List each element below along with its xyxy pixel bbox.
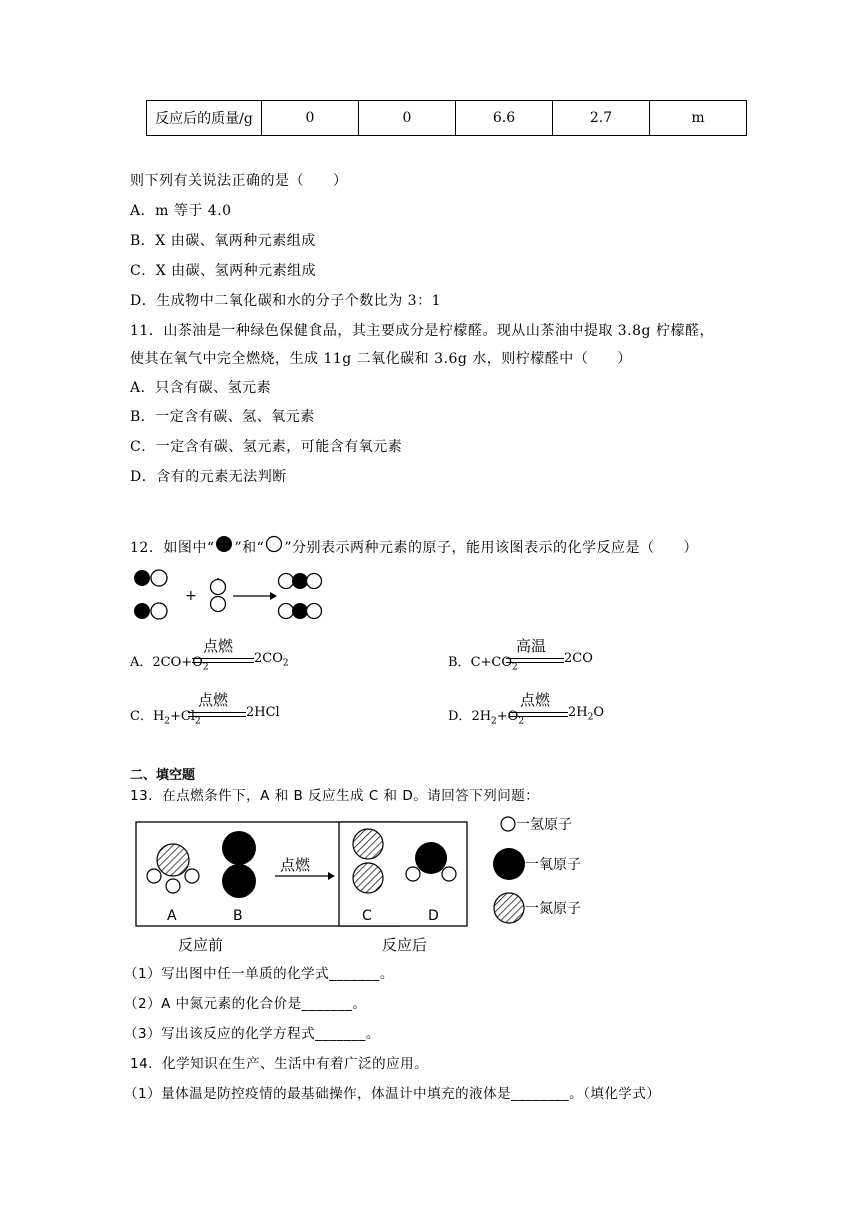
molecule-reaction-diagram (130, 564, 330, 628)
white-white-molecule (211, 578, 226, 612)
svg-text:一氢原子: 一氢原子 (516, 817, 572, 833)
svg-text:一氮原子: 一氮原子 (525, 901, 581, 917)
label-c: C (362, 908, 372, 924)
option-c: C．X 由碳、氢两种元素组成 (130, 263, 317, 279)
question-stem: 14．化学知识在生产、生活中有着广泛的应用。 (130, 1056, 429, 1072)
reaction-condition: 点燃 (203, 637, 234, 655)
arrow-condition: 点燃 (280, 856, 311, 874)
legend-nitrogen (494, 893, 581, 923)
label-d: D (428, 908, 439, 924)
reaction-condition: 点燃 (198, 691, 229, 709)
legend-hydrogen (501, 817, 572, 833)
subscript: 2 (491, 716, 497, 727)
table-cell: 6.6 (456, 101, 553, 136)
table-row-label: 反应后的质量/g (147, 101, 262, 136)
product-molecule (279, 603, 322, 619)
black-white-molecule (134, 570, 167, 586)
option-prefix: B． (448, 655, 471, 670)
table-cell: 2.7 (553, 101, 650, 136)
option-b: B．一定含有碳、氢、氧元素 (130, 409, 315, 425)
stem-text: ”分别表示两种元素的原子，能用该图表示的化学反应是（ ） (284, 540, 698, 556)
white-atom-icon (264, 535, 284, 549)
equation-left: 2CO+O (152, 655, 203, 670)
table-cell: 0 (359, 101, 456, 136)
mass-table (146, 100, 747, 136)
reaction-condition: 高温 (516, 637, 547, 655)
option-a: A．只含有碳、氢元素 (130, 380, 272, 396)
equals-sign (510, 712, 568, 717)
equation-right-text: 2H (568, 705, 588, 720)
subscript: 2 (512, 662, 518, 673)
option-b: B．X 由碳、氧两种元素组成 (130, 233, 316, 249)
equation-left: H (152, 709, 165, 724)
reaction-diagram (130, 810, 600, 958)
sub-question-1: （1）量体温是防控疫情的最基础操作，体温计中填充的液体是________。（填化学式） (124, 1086, 661, 1102)
equation-right (568, 705, 604, 723)
label-a: A (167, 908, 177, 924)
equation-right-text: O (593, 705, 605, 720)
option-prefix: A． (130, 655, 153, 670)
before-label: 反应前 (178, 936, 224, 954)
subscript: 2 (282, 658, 289, 669)
svg-text:一氧原子: 一氧原子 (525, 857, 581, 873)
option-d: D．生成物中二氧化碳和水的分子个数比为 3：1 (130, 293, 441, 309)
subscript: 2 (587, 712, 594, 723)
legend-oxygen (493, 848, 581, 880)
equation-right: 2HCl (246, 705, 280, 720)
plus-sign: + (185, 588, 197, 604)
equation-right: 2CO (564, 651, 593, 666)
product-molecule (279, 573, 322, 589)
equals-sign (192, 658, 254, 663)
equation-left: +O (496, 709, 519, 724)
section-heading: 二、填空题 (130, 768, 196, 783)
equals-sign (188, 712, 246, 717)
option-a: A．m 等于 4.0 (130, 203, 232, 219)
subscript: 2 (518, 716, 525, 727)
label-b: B (233, 908, 243, 924)
option-prefix: D． (448, 709, 472, 724)
subscript: 2 (202, 662, 209, 673)
equation-left: 2H (471, 709, 492, 724)
black-white-molecule (134, 603, 167, 619)
question-stem: 13．在点燃条件下，A 和 B 反应生成 C 和 D。请回答下列问题： (130, 788, 540, 804)
question-stem: 则下列有关说法正确的是（ ） (130, 173, 348, 189)
black-atom-icon (214, 535, 234, 549)
question-stem (130, 537, 698, 557)
reaction-condition: 点燃 (520, 691, 551, 709)
subscript: 2 (164, 716, 171, 727)
equation-right (254, 651, 289, 669)
table-cell: m (650, 101, 747, 136)
stem-text: ”和“ (234, 540, 265, 556)
question-stem: 11．山茶油是一种绿色保健食品，其主要成分是柠檬醛。现从山茶油中提取 3.8g 柠檬醛， (130, 323, 714, 339)
sub-question-3: （3）写出该反应的化学方程式_______。 (124, 1026, 380, 1042)
option-c: C．一定含有碳、氢元素，可能含有氧元素 (130, 439, 403, 455)
equals-sign (506, 658, 564, 663)
stem-text: 12．如图中“ (130, 540, 215, 556)
equation-right-text: 2CO (254, 651, 283, 666)
equation-left: +Cl (170, 709, 196, 724)
option-prefix: C． (130, 709, 153, 724)
subscript: 2 (195, 716, 201, 727)
arrow-icon (233, 592, 277, 600)
table-row (147, 101, 747, 136)
sub-question-1: （1）写出图中任一单质的化学式_______。 (124, 966, 394, 982)
table-cell: 0 (262, 101, 359, 136)
option-d: D．含有的元素无法判断 (130, 469, 287, 485)
equation-left: C+CO (470, 655, 513, 670)
sub-question-2: （2）A 中氮元素的化合价是_______。 (124, 996, 367, 1012)
after-label: 反应后 (382, 936, 428, 954)
question-stem-continued: 使其在氧气中完全燃烧，生成 11g 二氧化碳和 3.6g 水，则柠檬醛中（ ） (130, 351, 632, 367)
